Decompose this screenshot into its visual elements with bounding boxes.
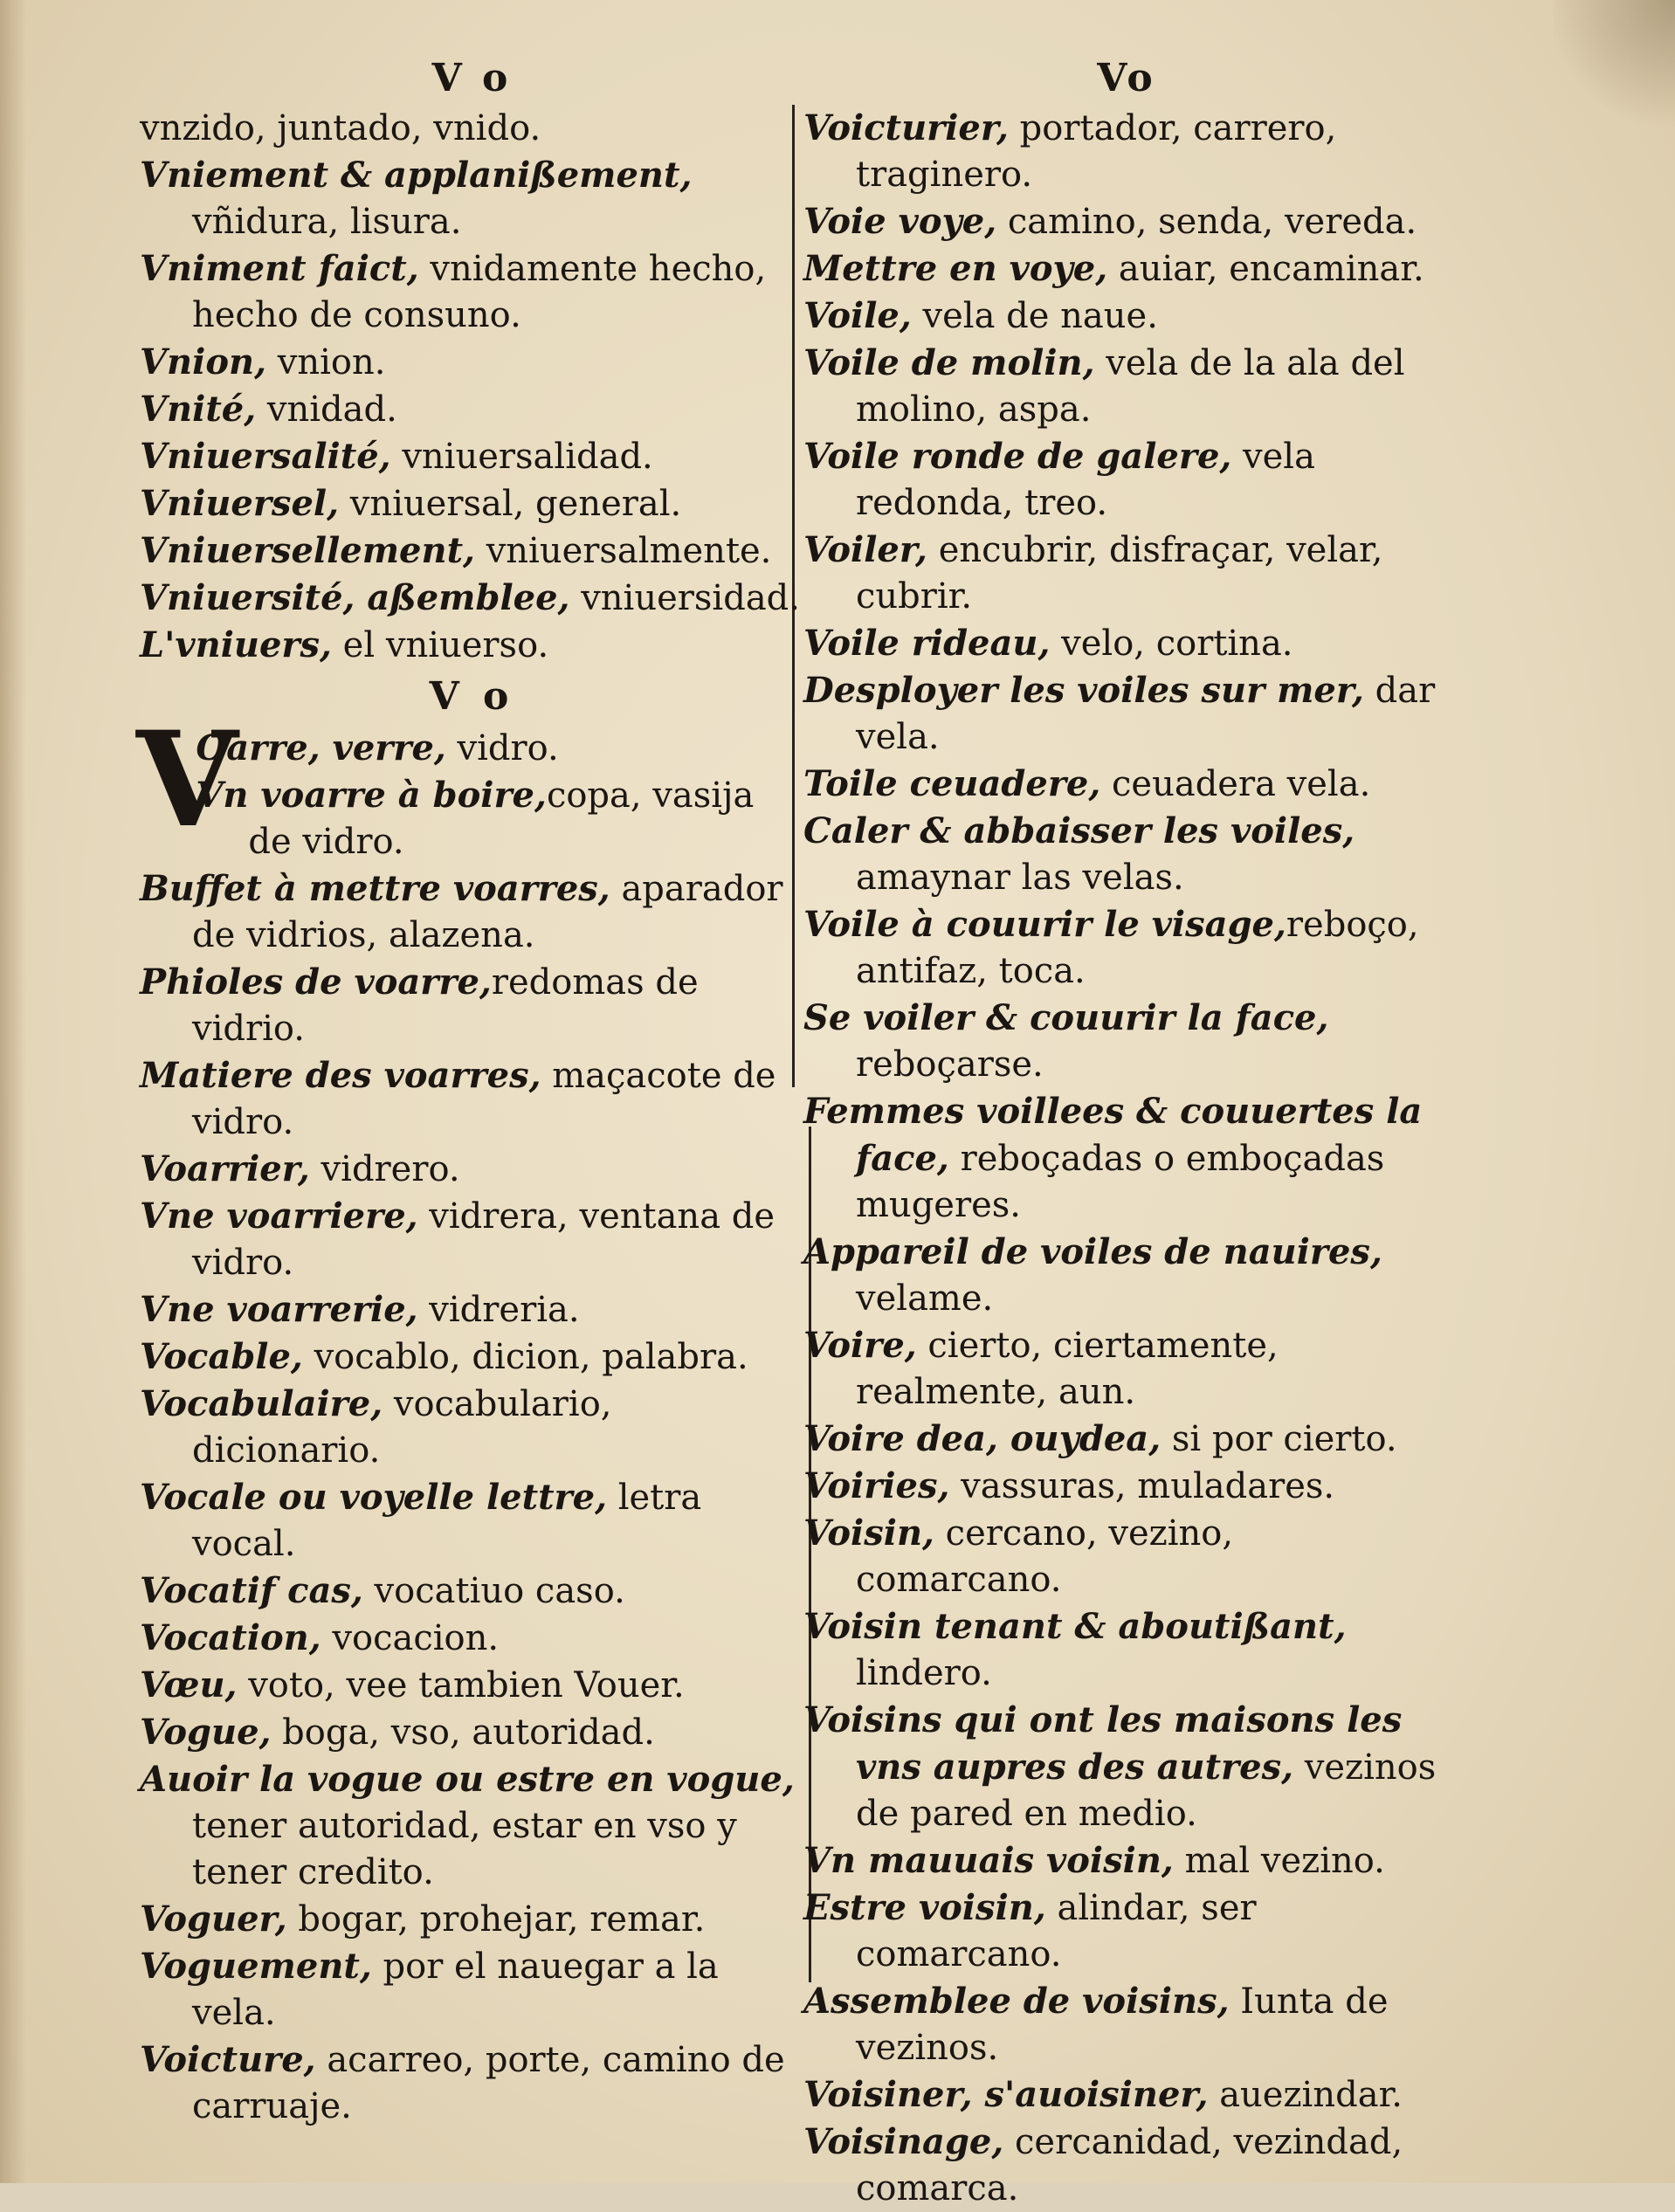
entry-headword: Voarrier,	[140, 1148, 310, 1189]
entry-translation: reboço, antifaz, toca.	[856, 905, 1419, 991]
dictionary-entry	[140, 105, 803, 152]
dictionary-entry	[140, 1615, 803, 1662]
entry-translation: encubrir, disfraçar, velar, cubrir.	[856, 530, 1383, 617]
entry-headword: Se voiler & couurir la face,	[803, 997, 1329, 1038]
left-entries-bottom	[140, 865, 803, 2130]
dictionary-entry	[803, 1603, 1450, 1697]
entry-headword: Voisin,	[803, 1513, 934, 1554]
entry-headword: Vniment faict,	[140, 248, 419, 289]
entry-headword: Voiler,	[803, 529, 927, 570]
entry-headword: Voile ronde de galere,	[803, 436, 1232, 477]
entry-translation: vniuersidad.	[569, 578, 800, 618]
entry-translation: velo, cortina.	[1050, 624, 1293, 664]
entry-translation: ceuadera vela.	[1100, 764, 1371, 804]
dictionary-entry	[803, 1322, 1450, 1416]
dictionary-entry	[803, 1463, 1450, 1510]
dictionary-entry	[803, 1978, 1450, 2071]
right-entries	[803, 105, 1450, 2212]
running-head-right: Vo	[1097, 56, 1156, 100]
entry-headword: Voile de molin,	[803, 342, 1095, 383]
dictionary-entry	[140, 1943, 803, 2036]
entry-translation: vnion.	[266, 342, 386, 382]
dictionary-entry	[140, 2036, 803, 2130]
dictionary-entry	[140, 1286, 803, 1333]
entry-headword: Voisinage,	[803, 2121, 1004, 2162]
entry-translation: vezinos de pared en medio.	[856, 1747, 1437, 1834]
left-entries-dropcap	[140, 725, 803, 865]
dictionary-entry	[803, 433, 1450, 527]
dictionary-entry	[140, 1756, 803, 1896]
dictionary-entry	[803, 808, 1450, 901]
entry-headword: Buffet à mettre voarres,	[140, 868, 610, 909]
entry-headword: Voile,	[803, 295, 912, 336]
entry-translation: vela redonda, treo.	[856, 437, 1315, 523]
entry-translation: maçacote de vidro.	[192, 1056, 776, 1142]
dictionary-entry	[803, 293, 1450, 340]
entry-translation: aparador de vidrios, alazena.	[192, 869, 783, 955]
entry-headword: Vogue,	[140, 1712, 272, 1753]
entry-translation: mal vezino.	[1173, 1841, 1385, 1881]
entry-translation: lindero.	[856, 1653, 992, 1693]
dictionary-entry	[803, 1837, 1450, 1885]
entry-translation: redomas de vidrio.	[192, 962, 699, 1049]
entry-headword: Voisins qui ont les maisons les vns aupres des autres,	[803, 1699, 1403, 1788]
entry-headword: Vniuersité, aßemblee,	[140, 577, 570, 618]
dictionary-entry	[803, 527, 1450, 620]
dictionary-entry	[140, 339, 803, 386]
entry-translation: vela de la ala del molino, aspa.	[856, 343, 1405, 430]
dictionary-entry	[140, 959, 803, 1052]
entry-translation: si por cierto.	[1161, 1419, 1397, 1459]
dictionary-entry	[140, 575, 803, 622]
entry-headword: Femmes voillees & couuertes la face,	[803, 1091, 1423, 1179]
dictionary-entry	[140, 865, 803, 959]
entry-headword: Voie voye,	[803, 201, 997, 242]
entry-translation: vocatiuo caso.	[362, 1571, 625, 1611]
entry-translation: letra vocal.	[192, 1478, 702, 1564]
entry-translation: voto, vee tambien Vouer.	[237, 1665, 685, 1706]
entry-headword: Vnité,	[140, 389, 257, 430]
dictionary-entry	[140, 386, 803, 433]
entry-translation: vniuersalmente.	[474, 531, 772, 571]
entry-translation: camino, senda, vereda.	[996, 202, 1417, 242]
entry-headword: Voicturier,	[803, 107, 1009, 148]
entry-translation: boga, vso, autoridad.	[271, 1712, 655, 1753]
entry-translation: vocacion.	[321, 1618, 500, 1658]
entry-translation: el vniuerso.	[331, 625, 549, 665]
entry-translation: amaynar las velas.	[856, 858, 1184, 898]
entry-headword: Voire dea, ouydea,	[803, 1418, 1161, 1459]
entry-headword: Vocatif cas,	[140, 1570, 363, 1611]
entry-translation: vñidura, lisura.	[192, 202, 462, 242]
entry-headword: Vn mauuais voisin,	[803, 1840, 1174, 1881]
entry-headword: Vniuersellement,	[140, 530, 475, 571]
entry-translation: auiar, encaminar.	[1107, 249, 1424, 289]
dropcap-block	[136, 703, 803, 865]
entry-translation: vela de naue.	[911, 296, 1158, 336]
left-column	[136, 52, 803, 2130]
entry-translation: cercanidad, vezindad, comarca.	[856, 2122, 1403, 2209]
dictionary-entry	[803, 1885, 1450, 1978]
entry-translation: acarreo, porte, camino de carruaje.	[192, 2040, 785, 2126]
dictionary-entry	[140, 622, 803, 669]
dictionary-entry	[140, 1568, 803, 1615]
entry-headword: Assemblee de voisins,	[803, 1981, 1230, 2022]
dictionary-entry	[803, 620, 1450, 667]
dictionary-entry	[803, 1229, 1450, 1322]
dictionary-entry	[140, 433, 803, 480]
dropcap-letter: V	[136, 703, 238, 857]
entry-headword: Vn voarre à boire,	[196, 775, 547, 816]
entry-translation: vocabulario, dicionario.	[192, 1384, 612, 1471]
entry-headword: Caler & abbaisser les voiles,	[803, 810, 1355, 851]
entry-headword: Voisiner, s'auoisiner,	[803, 2074, 1209, 2115]
entry-headword: Voile à couurir le visage,	[803, 904, 1286, 945]
dictionary-entry	[140, 1709, 803, 1756]
entry-headword: Voile rideau,	[803, 623, 1051, 664]
entry-headword: Vne voarriere,	[140, 1196, 418, 1237]
entry-headword: Vne voarrerie,	[140, 1289, 418, 1330]
entry-translation: vidreria.	[417, 1290, 580, 1330]
section-heading-vo: V o	[429, 674, 514, 719]
dictionary-entry	[803, 245, 1450, 293]
entry-headword: Vocabulaire,	[140, 1383, 383, 1424]
entry-translation: vidrero.	[309, 1149, 460, 1189]
entry-headword: Estre voisin,	[803, 1887, 1046, 1928]
dictionary-entry	[803, 1697, 1450, 1837]
entry-translation: Iunta de vezinos.	[856, 1981, 1389, 2068]
entry-headword: Auoir la vogue ou estre en vogue,	[140, 1759, 795, 1800]
entry-translation: vniuersal, general.	[339, 484, 682, 524]
entry-translation: bogar, prohejar, remar.	[286, 1899, 706, 1940]
entry-headword: Vniement & applanißement,	[140, 155, 693, 196]
entry-headword: Oarre, verre,	[196, 727, 446, 768]
entry-headword: Matiere des voarres,	[140, 1055, 541, 1096]
entry-headword: Voiries,	[803, 1465, 950, 1506]
dictionary-entry	[803, 1088, 1450, 1229]
entry-translation: reboçadas o emboçadas mugeres.	[856, 1139, 1385, 1225]
entry-headword: Phioles de voarre,	[140, 961, 492, 1003]
dictionary-entry	[140, 152, 803, 245]
dictionary-entry	[803, 901, 1450, 995]
dictionary-entry	[140, 245, 803, 339]
dictionary-entry	[140, 1381, 803, 1474]
dictionary-entry	[803, 1510, 1450, 1603]
dictionary-entry	[140, 772, 803, 865]
entry-translation: cierto, ciertamente, realmente, aun.	[856, 1326, 1279, 1412]
dictionary-entry	[803, 667, 1450, 761]
entry-headword: Vœu,	[140, 1664, 238, 1706]
entry-translation: copa, vasija de vidro.	[248, 775, 755, 862]
dictionary-entry	[803, 2119, 1450, 2212]
entry-headword: Voisin tenant & aboutißant,	[803, 1606, 1347, 1647]
dictionary-entry	[803, 995, 1450, 1088]
dictionary-entry	[803, 1416, 1450, 1463]
entry-translation: reboçarse.	[856, 1044, 1044, 1085]
dictionary-entry	[803, 198, 1450, 245]
entry-translation: cercano, vezino, comarcano.	[856, 1513, 1234, 1600]
entry-headword: Vocale ou voyelle lettre,	[140, 1477, 607, 1518]
dictionary-entry	[803, 340, 1450, 433]
entry-headword: Vnion,	[140, 341, 266, 382]
entry-headword: Vocation,	[140, 1617, 321, 1658]
entry-translation: vidrera, ventana de vidro.	[192, 1196, 775, 1283]
entry-headword: Appareil de voiles de nauires,	[803, 1231, 1382, 1272]
left-entries-top	[140, 105, 803, 669]
dictionary-entry	[140, 1662, 803, 1709]
dictionary-entry	[140, 1474, 803, 1568]
entry-translation: vnidamente hecho, hecho de consuno.	[192, 249, 767, 335]
entry-translation: portador, carrero, traginero.	[856, 108, 1337, 195]
entry-translation: vocablo, dicion, palabra.	[302, 1337, 748, 1377]
entry-headword: Toile ceuadere,	[803, 763, 1101, 804]
entry-translation: vidro.	[445, 728, 559, 768]
dictionary-entry	[803, 105, 1450, 198]
dictionary-entry	[140, 1896, 803, 1943]
entry-headword: Vniuersel,	[140, 483, 340, 524]
right-column	[803, 52, 1450, 2212]
entry-translation: velame.	[856, 1278, 994, 1319]
dictionary-entry	[140, 480, 803, 527]
dictionary-entry	[803, 2071, 1450, 2119]
entry-translation: alindar, ser comarcano.	[856, 1888, 1257, 1974]
running-head-left: V o	[431, 56, 512, 100]
entry-translation: auezindar.	[1208, 2075, 1403, 2115]
dictionary-entry	[140, 1333, 803, 1381]
dictionary-entry	[140, 1193, 803, 1286]
dictionary-entry	[803, 761, 1450, 808]
entry-headword: Voguer,	[140, 1898, 287, 1940]
dictionary-entry	[140, 1052, 803, 1146]
entry-translation: dar vela.	[856, 671, 1436, 757]
entry-headword: Mettre en voye,	[803, 248, 1108, 289]
entry-headword: L'vniuers,	[140, 624, 332, 665]
dictionary-entry	[140, 725, 803, 772]
dictionary-entry	[140, 1146, 803, 1193]
entry-translation: vnzido, juntado, vnido.	[140, 108, 541, 148]
entry-translation: por el nauegar a la vela.	[192, 1947, 719, 2033]
entry-translation: tener autoridad, estar en vso y tener credito.	[192, 1806, 737, 1892]
entry-headword: Voire,	[803, 1325, 917, 1366]
dictionary-entry	[140, 527, 803, 575]
entry-headword: Voicture,	[140, 2039, 316, 2080]
entry-translation: vnidad.	[256, 389, 397, 430]
entry-translation: vassuras, muladares.	[949, 1466, 1335, 1506]
entry-headword: Voguement,	[140, 1946, 372, 1987]
entry-translation: vniuersalidad.	[390, 437, 653, 477]
entry-headword: Vniuersalité,	[140, 436, 391, 477]
entry-headword: Vocable,	[140, 1336, 303, 1377]
entry-headword: Desployer les voiles sur mer,	[803, 670, 1364, 711]
